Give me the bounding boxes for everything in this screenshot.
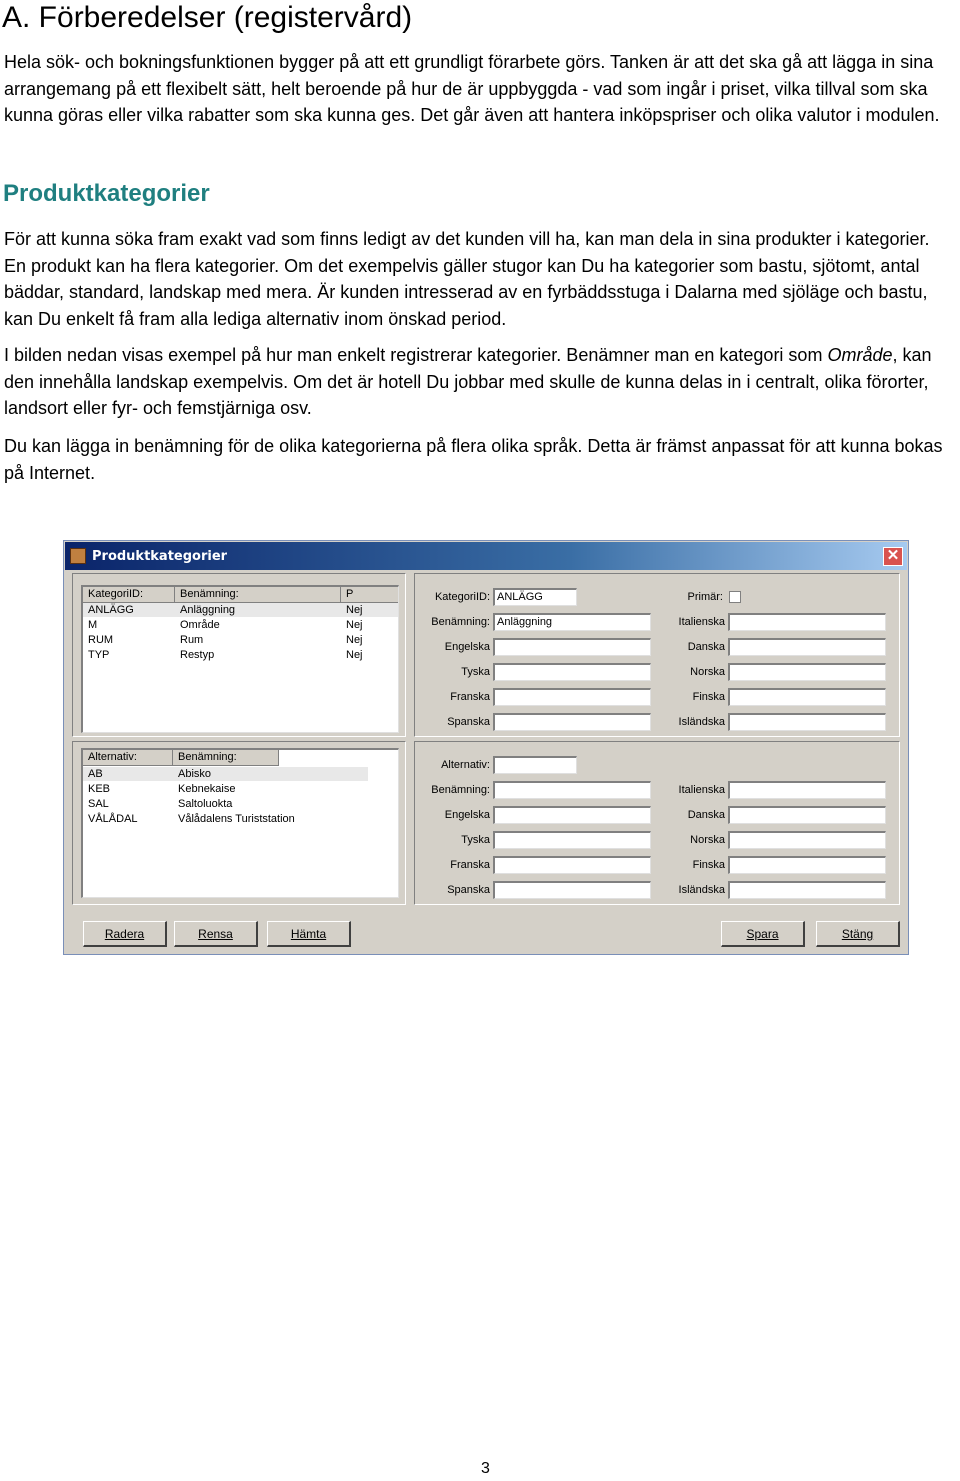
category-primary-cell: Nej [346, 634, 363, 646]
column-header-category-id[interactable]: KategoriID: [83, 587, 175, 603]
alternative-id-cell: SAL [88, 798, 109, 810]
alternative-danska-label: Danska [687, 809, 725, 821]
category-name-label: Benämning: [431, 616, 490, 628]
category-tyska-field[interactable] [493, 663, 651, 681]
alternative-finska-label: Finska [692, 859, 725, 871]
example-text-end: , kan den innehålla landskap exempelvis. Om det är hotell Du jobbar med skulle de kunna delas in i centralt, olika förorter, landsort eller fyr- och femstjärniga osv. [4, 345, 932, 418]
app-icon [70, 548, 86, 564]
alternative-row[interactable] [83, 782, 398, 796]
category-id-cell: RUM [88, 634, 114, 646]
alternative-name-cell: Saltoluokta [178, 798, 233, 810]
alternative-row[interactable] [83, 767, 368, 781]
category-danska-label: Danska [687, 641, 725, 653]
category-finska-label: Finska [692, 691, 725, 703]
alternative-tyska-field[interactable] [493, 831, 651, 849]
product-categories-dialog [63, 540, 909, 955]
category-name-cell: Restyp [180, 649, 215, 661]
column-header-alternative[interactable]: Alternativ: [83, 750, 173, 766]
alternative-italienska-field[interactable] [728, 781, 886, 799]
close-icon[interactable]: ✕ [883, 547, 903, 566]
category-name-cell: Rum [180, 634, 204, 646]
alternative-islndska-label: Isländska [678, 884, 725, 896]
category-id-label: KategoriID: [434, 591, 490, 603]
category-engelska-field[interactable] [493, 638, 651, 656]
category-name-cell: Anläggning [180, 604, 236, 616]
category-spanska-field[interactable] [493, 713, 651, 731]
category-row[interactable] [83, 648, 398, 662]
clear-button[interactable]: Rensa [174, 921, 258, 947]
alternative-id-cell: AB [88, 768, 103, 780]
alternative-name-cell: Kebnekaise [178, 783, 236, 795]
alternative-field[interactable] [493, 756, 577, 774]
page-number: 3 [481, 1460, 490, 1477]
dialog-titlebar [65, 542, 907, 570]
example-paragraph [4, 342, 954, 422]
category-primary-cell: Nej [346, 604, 363, 616]
primary-label: Primär: [687, 591, 723, 603]
close-button[interactable]: Stäng [816, 921, 900, 947]
primary-checkbox[interactable] [729, 591, 741, 603]
category-name-field[interactable]: Anläggning [493, 613, 651, 631]
alternatives-listbox[interactable] [81, 748, 399, 898]
category-norska-field[interactable] [728, 663, 886, 681]
alternative-norska-field[interactable] [728, 831, 886, 849]
alternative-spanska-label: Spanska [447, 884, 490, 896]
column-header-alt-name[interactable]: Benämning: [173, 750, 279, 766]
column-header-primary[interactable]: P [341, 587, 399, 603]
alternative-islndska-field[interactable] [728, 881, 886, 899]
languages-paragraph: Du kan lägga in benämning för de olika kategorierna på flera olika språk. Detta är främst anpassat för att kunna bokas på Internet. [4, 436, 943, 483]
alternative-label: Alternativ: [441, 759, 490, 771]
dialog-title: Produktkategorier [92, 549, 228, 564]
alternative-italienska-label: Italienska [678, 784, 725, 796]
alternative-row[interactable] [83, 797, 398, 811]
intro-paragraph: Hela sök- och bokningsfunktionen bygger på att ett grundligt förarbete görs. Tanken är att det ska gå att lägga in sina arrangemang på ett flexibelt sätt, helt beroende på hur de är uppbyggda - vad som ingår i priset, vilka tillval som ska kunna göras eller vilka rabatter som ska kunna ges. Det går även att hantera inköpspriser och olika valutor i modulen. [4, 52, 940, 125]
page-heading: A. Förberedelser (registervård) [2, 1, 413, 34]
delete-button[interactable]: Radera [83, 921, 167, 947]
alternative-name-cell: Abisko [178, 768, 212, 780]
alternative-franska-field[interactable] [493, 856, 651, 874]
category-id-cell: TYP [88, 649, 110, 661]
fetch-button[interactable]: Hämta [267, 921, 351, 947]
category-row[interactable] [83, 633, 398, 647]
category-id-cell: ANLÄGG [88, 604, 134, 616]
categories-paragraph: För att kunna söka fram exakt vad som finns ledigt av det kunden vill ha, kan man dela in sina produkter i kategorier. En produkt kan ha flera kategorier. Om det exempelvis gäller stugor kan Du ha kategorier som bastu, sjötomt, antal bäddar, standard, landskap med mera. Är kunden intresserad av en fyrbäddsstuga i Dalarna med sjöläge och bastu, kan Du enkelt få fram alla lediga alternativ inom önskad period. [4, 229, 930, 329]
category-norska-label: Norska [690, 666, 725, 678]
alternative-id-cell: KEB [88, 783, 111, 795]
category-primary-cell: Nej [346, 619, 363, 631]
category-row[interactable] [83, 603, 398, 617]
alternative-name-cell: Vålådalens Turiststation [178, 813, 295, 825]
column-header-name[interactable]: Benämning: [175, 587, 341, 603]
category-name-cell: Område [180, 619, 220, 631]
alternative-norska-label: Norska [690, 834, 725, 846]
categories-listbox[interactable] [81, 585, 399, 733]
alternative-name-field[interactable] [493, 781, 651, 799]
alternative-finska-field[interactable] [728, 856, 886, 874]
save-button[interactable]: Spara [721, 921, 805, 947]
category-primary-cell: Nej [346, 649, 363, 661]
alternative-id-cell: VÅLÅDAL [88, 813, 138, 825]
section-title: Produktkategorier [3, 180, 210, 207]
alternative-spanska-field[interactable] [493, 881, 651, 899]
category-spanska-label: Spanska [447, 716, 490, 728]
example-text-start: I bilden nedan visas exempel på hur man enkelt registrerar kategorier. Benämner man en kategori som [4, 345, 828, 365]
alternative-tyska-label: Tyska [461, 834, 490, 846]
category-franska-field[interactable] [493, 688, 651, 706]
alternative-franska-label: Franska [450, 859, 490, 871]
category-franska-label: Franska [450, 691, 490, 703]
category-danska-field[interactable] [728, 638, 886, 656]
category-row[interactable] [83, 618, 398, 632]
category-finska-field[interactable] [728, 688, 886, 706]
category-italienska-label: Italienska [678, 616, 725, 628]
category-engelska-label: Engelska [444, 641, 490, 653]
category-id-cell: M [88, 619, 98, 631]
category-tyska-label: Tyska [461, 666, 490, 678]
alternative-danska-field[interactable] [728, 806, 886, 824]
alternative-row[interactable] [83, 812, 398, 826]
category-islndska-field[interactable] [728, 713, 886, 731]
alternative-engelska-label: Engelska [444, 809, 490, 821]
category-islndska-label: Isländska [678, 716, 725, 728]
example-emphasis: Område [827, 345, 893, 365]
alternative-name-label: Benämning: [431, 784, 490, 796]
alternative-engelska-field[interactable] [493, 806, 651, 824]
category-id-field[interactable]: ANLÄGG [493, 588, 577, 606]
category-italienska-field[interactable] [728, 613, 886, 631]
